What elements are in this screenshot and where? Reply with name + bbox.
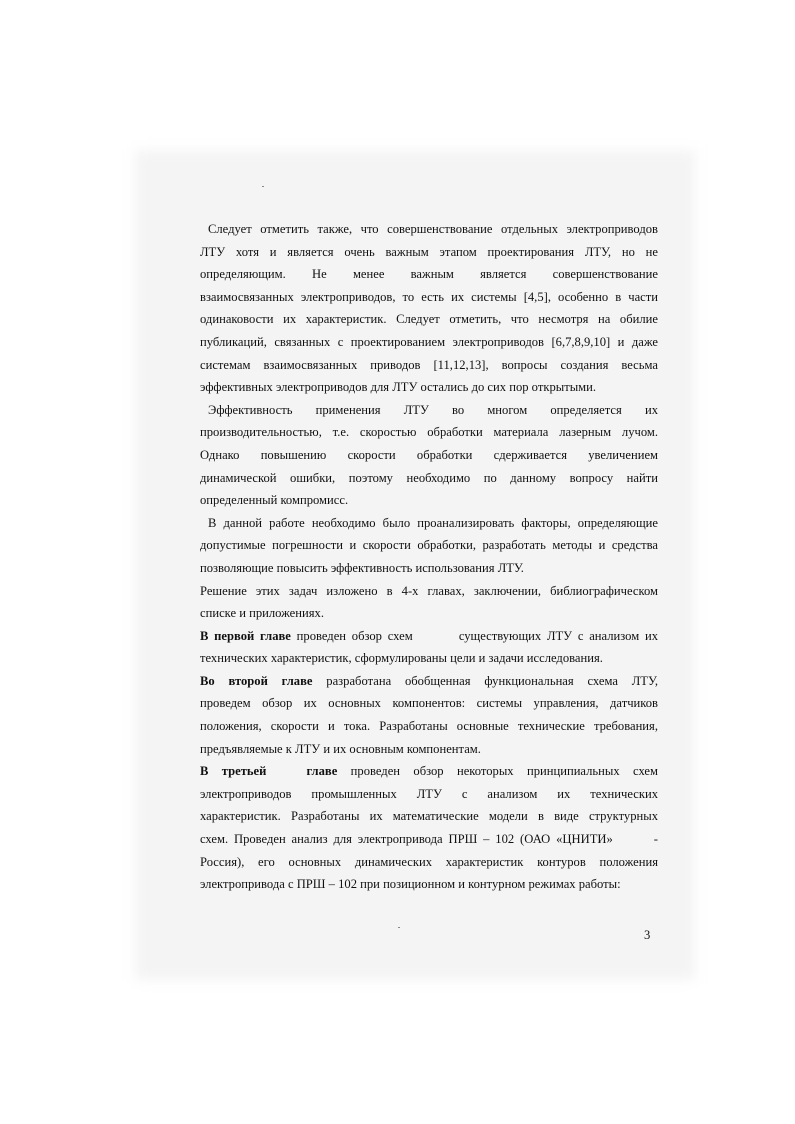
text-line: положения, скорости и тока. Разработаны основные технические требования,: [200, 719, 658, 734]
chapter-3-first-line: [200, 760, 658, 783]
text-line: схем. Проведен анализ для электропривода ПРШ – 102 (ОАО «ЦНИТИ» -: [200, 832, 658, 847]
text-line: электроприводов промышленных ЛТУ с анализом их технических: [200, 786, 658, 801]
text-line: проведем обзор их основных компонентов: системы управления, датчиков: [200, 696, 658, 711]
text-line: производительностью, т.е. скоростью обработки материала лазерным лучом.: [200, 425, 658, 440]
text-line: взаимосвязанных электроприводов, то есть их системы [4,5], особенно в части: [200, 289, 658, 304]
text-line: определенный компромисс.: [200, 493, 349, 508]
chapter-2-first-line: [200, 670, 658, 693]
scan-speck: [398, 927, 400, 928]
text-line: системам взаимосвязанных приводов [11,12,13], вопросы создания весьма: [200, 357, 658, 372]
text-line: публикаций, связанных с проектированием электроприводов [6,7,8,9,10] и даже: [200, 334, 658, 349]
chapter-3-text: проведен обзор некоторых принципиальных схем: [337, 764, 658, 779]
text-line: характеристик. Разработаны их математические модели в виде структурных: [200, 809, 658, 824]
chapter-2-heading: Во второй главе: [200, 673, 313, 688]
text-line: технических характеристик, сформулированы цели и задачи исследования.: [200, 651, 603, 666]
text-line: динамической ошибки, поэтому необходимо по данному вопросу найти: [200, 470, 658, 485]
text-line: Однако повышению скорости обработки сдерживается увеличением: [200, 447, 658, 462]
text-line: Решение этих задач изложено в 4-х главах, заключении, библиографическом: [200, 583, 658, 598]
scan-speck: [262, 186, 264, 187]
text-line: допустимые погрешности и скорости обработки, разработать методы и средства: [200, 538, 658, 553]
text-line: Эффективность применения ЛТУ во многом определяется их: [208, 402, 658, 417]
text-line: определяющим. Не менее важным является совершенствование: [200, 267, 658, 282]
text-line: электропривода с ПРШ – 102 при позиционном и контурном режимах работы:: [200, 877, 621, 892]
text-line: В данной работе необходимо было проанализировать факторы, определяющие: [208, 515, 658, 530]
text-line: списке и приложениях.: [200, 606, 324, 621]
text-line: позволяющие повысить эффективность использования ЛТУ.: [200, 560, 524, 575]
text-line: эффективных электроприводов для ЛТУ остались до сих пор открытыми.: [200, 380, 597, 395]
text-line: ЛТУ хотя и является очень важным этапом проектирования ЛТУ, но не: [200, 244, 658, 259]
chapter-1-heading: В первой главе: [200, 628, 291, 643]
chapter-2-text: разработана обобщенная функциональная схема ЛТУ,: [312, 673, 658, 688]
chapter-3-heading: В третьей главе: [200, 764, 338, 779]
document-body: [200, 218, 658, 896]
text-line: Следует отметить также, что совершенствование отдельных электроприводов: [208, 222, 658, 236]
text-line: одинаковости их характеристик. Следует отметить, что несмотря на обилие: [200, 312, 658, 327]
text-line: Россия), его основных динамических характеристик контуров положения: [200, 854, 658, 869]
text-line: предъявляемые к ЛТУ и их основным компонентам.: [200, 741, 481, 756]
chapter-1-text: проведен обзор схем существующих ЛТУ с анализом их: [290, 628, 658, 643]
page-number: 3: [644, 928, 651, 942]
chapter-1-first-line: [200, 625, 658, 648]
